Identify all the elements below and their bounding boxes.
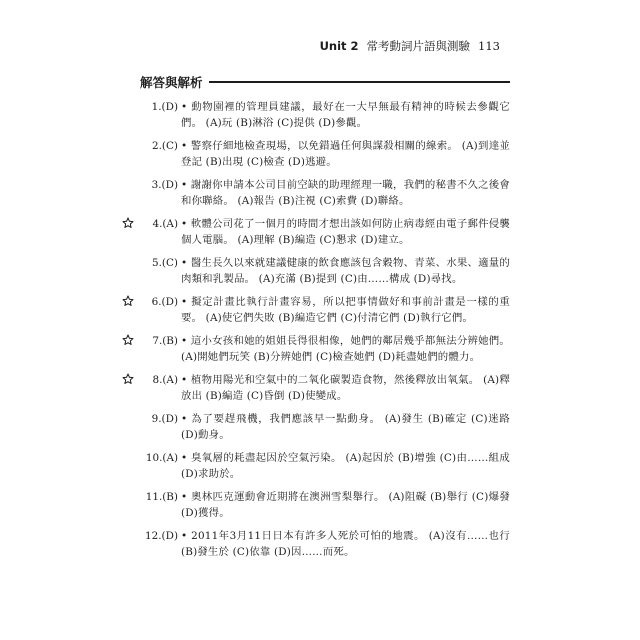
answer-text: • 奧林匹克運動會近期將在澳洲雪梨舉行。 (A)阻礙 (B)舉行 (C)爆發 (D)獲得。 bbox=[181, 491, 510, 519]
answer-number: 10.(A) bbox=[145, 452, 178, 464]
answer-text: • 軟體公司花了一個月的時間才想出該如何防止病毒經由電子郵件侵襲個人電腦。 (A)理解 (B)編造 (C)懇求 (D)建立。 bbox=[181, 218, 510, 246]
answer-text: • 2011年3月11日日本有許多人死於可怕的地震。 (A)沒有……也行 (B)發生於 (C)依靠 (D)因……而死。 bbox=[181, 530, 510, 558]
answer-text: • 醫生長久以來就建議健康的飲食應該包含穀物、青菜、水果、適量的肉類和乳製品。 (A)充滿 (B)提到 (C)由……構成 (D)尋找。 bbox=[181, 257, 510, 285]
star-icon bbox=[122, 295, 134, 307]
answer-item bbox=[112, 411, 510, 443]
answer-number: 12.(D) bbox=[145, 530, 178, 542]
answer-text: • 臭氧層的耗盡起因於空氣污染。 (A)起因於 (B)增強 (C)由……組成 (D)求助於。 bbox=[181, 452, 510, 480]
answer-list bbox=[112, 99, 510, 567]
answer-item bbox=[112, 255, 510, 287]
running-header bbox=[320, 38, 500, 54]
answer-text: • 警察仔細地檢查現場，以免錯過任何與謀殺相關的線索。 (A)到達並登記 (B)出現 (C)檢查 (D)逃避。 bbox=[181, 140, 510, 168]
answer-number: 9.(D) bbox=[151, 413, 178, 425]
answer-number: 3.(D) bbox=[151, 179, 178, 191]
answer-item bbox=[112, 372, 510, 404]
answer-text: • 謝謝你申請本公司目前空缺的助理經理一職，我們的秘書不久之後會和你聯絡。 (A)報告 (B)注視 (C)索費 (D)聯絡。 bbox=[181, 179, 510, 207]
answer-number: 6.(D) bbox=[151, 296, 178, 308]
section-heading bbox=[140, 73, 510, 91]
answer-item bbox=[112, 333, 510, 365]
star-icon bbox=[122, 334, 134, 346]
answer-number: 4.(A) bbox=[152, 218, 178, 230]
star-icon bbox=[122, 217, 134, 229]
answer-text: • 這小女孩和她的姐姐長得很相像，她們的鄰居幾乎都無法分辨她們。 (A)開她們玩笑 (B)分辨她們 (C)檢查她們 (D)耗盡她們的體力。 bbox=[181, 335, 510, 363]
answer-item bbox=[112, 450, 510, 482]
answer-number: 7.(B) bbox=[152, 335, 178, 347]
unit-label: Unit 2 bbox=[319, 39, 359, 53]
star-icon bbox=[122, 373, 134, 385]
answer-number: 5.(C) bbox=[152, 257, 178, 269]
chapter-title: 常考動詞片語與測驗 bbox=[366, 39, 471, 53]
answer-text: • 動物園裡的管理員建議，最好在一大早無最有精神的時候去參觀它們。 (A)玩 (B)淋浴 (C)提供 (D)參觀。 bbox=[181, 101, 510, 129]
answer-text: • 為了要趕飛機，我們應該早一點動身。 (A)發生 (B)確定 (C)迷路 (D)動身。 bbox=[181, 413, 510, 441]
answer-item bbox=[112, 177, 510, 209]
answer-item bbox=[112, 489, 510, 521]
answer-text: • 植物用陽光和空氣中的二氧化碳製造食物，然後釋放出氧氣。 (A)釋放出 (B)編造 (C)昏倒 (D)使變成。 bbox=[181, 374, 510, 402]
answer-item bbox=[112, 99, 510, 131]
page-number: 113 bbox=[478, 39, 500, 53]
answer-item bbox=[112, 216, 510, 248]
answer-number: 8.(A) bbox=[152, 374, 178, 386]
answer-number: 2.(C) bbox=[152, 140, 178, 152]
answer-text: • 擬定計畫比執行計畫容易，所以把事情做好和事前計畫是一樣的重要。 (A)使它們失敗 (B)編造它們 (C)付清它們 (D)執行它們。 bbox=[181, 296, 510, 324]
answer-item bbox=[112, 138, 510, 170]
section-rule bbox=[209, 81, 510, 83]
answer-number: 11.(B) bbox=[145, 491, 178, 503]
answer-item bbox=[112, 294, 510, 326]
answer-item bbox=[112, 528, 510, 560]
answer-number: 1.(D) bbox=[151, 101, 178, 113]
section-title: 解答與解析 bbox=[140, 75, 203, 90]
